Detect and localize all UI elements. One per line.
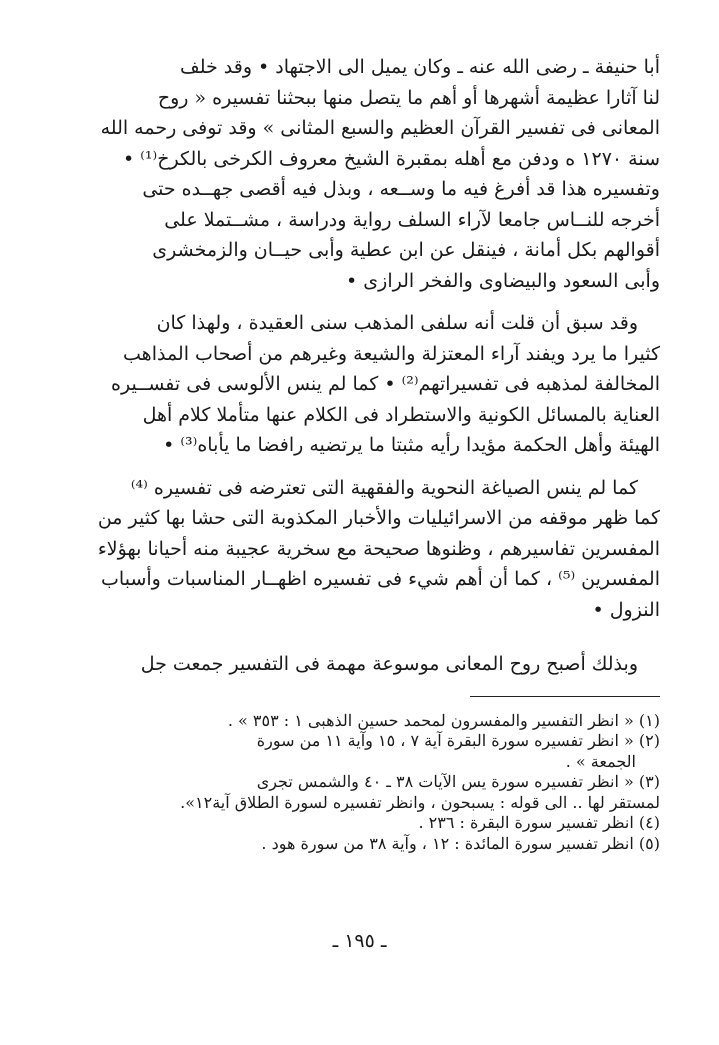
text-line: كما لم ينس الصياغة النحوية والفقهية التى تعترضه فى تفسيره ⁽⁴⁾ <box>130 476 638 499</box>
footnote-1: (١) « انظر التفسير والمفسرون لمحمد حسين الذهبى ١ : ٣٥٣ » . <box>227 710 660 730</box>
footnote-2-continued: الجمعة » . <box>565 751 636 771</box>
footnotes <box>60 711 660 855</box>
paragraph-spacer <box>60 461 660 473</box>
page-body <box>60 52 660 854</box>
paragraph-spacer <box>60 625 660 649</box>
paragraph-spacer <box>60 296 660 308</box>
paragraph-2 <box>60 308 660 461</box>
text-line: الهيئة وأهل الحكمة مؤيدا رأيه مثبتا ما يرتضيه رافضا ما يأباه⁽³⁾ • <box>163 434 660 456</box>
text-line: سنة ١٢٧٠ ه ودفن مع أهله بمقبرة الشيخ معروف الكرخى بالكرخ⁽¹⁾ • <box>123 147 660 170</box>
text-line: النزول • <box>592 598 660 621</box>
text-line: المخالفة لمذهبه فى تفسيراتهم⁽²⁾ • كما لم ينس الألوسى فى تفســيره <box>111 373 660 395</box>
paragraph-3 <box>60 473 660 626</box>
text-line: أقوالهم بكل أمانة ، فينقل عن ابن عطية وأبى حيــان والزمخشرى <box>152 239 660 261</box>
text-line: المفسرين ⁽⁵⁾ ، كما أن أهم شيء فى تفسيره اظهــار المناسبات وأسباب <box>101 568 660 590</box>
text-line: وأبى السعود والبيضاوى والفخر الرازى • <box>346 269 660 292</box>
text-line: المعانى فى تفسير القرآن العظيم والسبع المثانى » وقد توفى رحمه الله <box>100 117 660 139</box>
text-line: أخرجه للنــاس جامعا لآراء السلف رواية ودراسة ، مشــتملا على <box>164 208 660 231</box>
text-line: أبا حنيفة ـ رضى الله عنه ـ وكان يميل الى الاجتهاد • وقد خلف <box>180 56 660 78</box>
footnote-4: (٤) انظر تفسير سورة البقرة : ٢٣٦ . <box>418 813 660 832</box>
text-line: لنا آثارا عظيمة أشهرها أو أهم ما يتصل منها ببحثنا تفسيره « روح <box>157 86 660 109</box>
footnote-2: (٢) « انظر تفسيره سورة البقرة آية ٧ ، ١٥ وآية ١١ من سورة <box>256 731 660 750</box>
paragraph-4 <box>60 649 660 680</box>
text-line: وبذلك أصبح روح المعانى موسوعة مهمة فى التفسير جمعت جل <box>140 653 638 675</box>
text-line: كثيرا ما يرد ويفند آراء المعتزلة والشيعة وغيرهم من أصحاب المذاهب <box>123 342 660 365</box>
text-line: وقد سبق أن قلت أنه سلفى المذهب سنى العقيدة ، ولهذا كان <box>156 312 638 334</box>
footnote-3: (٣) « انظر تفسيره سورة يس الآيات ٣٨ ـ ٤٠ والشمس تجرى <box>256 772 660 791</box>
text-line: العناية بالمسائل الكونية والاستطراد فى الكلام عنها متأملا كلام أهل <box>142 403 660 426</box>
page-number: ـ ١٩٥ ـ <box>332 930 387 952</box>
text-line: المفسرين تفاسيرهم ، وظنوها صحيحة مع سخرية عجيبة منه أحيانا بهؤلاء <box>97 537 660 560</box>
footnote-divider <box>470 696 660 697</box>
footnote-3-continued: لمستقر لها .. الى قوله : يسبحون ، وانظر تفسيره لسورة الطلاق آية١٢». <box>180 792 660 812</box>
footnote-5: (٥) انظر تفسير سورة المائدة : ١٢ ، وآية ٣٨ من سورة هود . <box>261 833 660 853</box>
paragraph-1 <box>60 52 660 296</box>
text-line: كما ظهر موقفه من الاسرائيليات والأخبار المكذوبة التى حشا بها كثير من <box>97 507 660 529</box>
text-line: وتفسيره هذا قد أفرغ فيه ما وســعه ، وبذل فيه أقصى جهــده حتى <box>142 178 660 200</box>
